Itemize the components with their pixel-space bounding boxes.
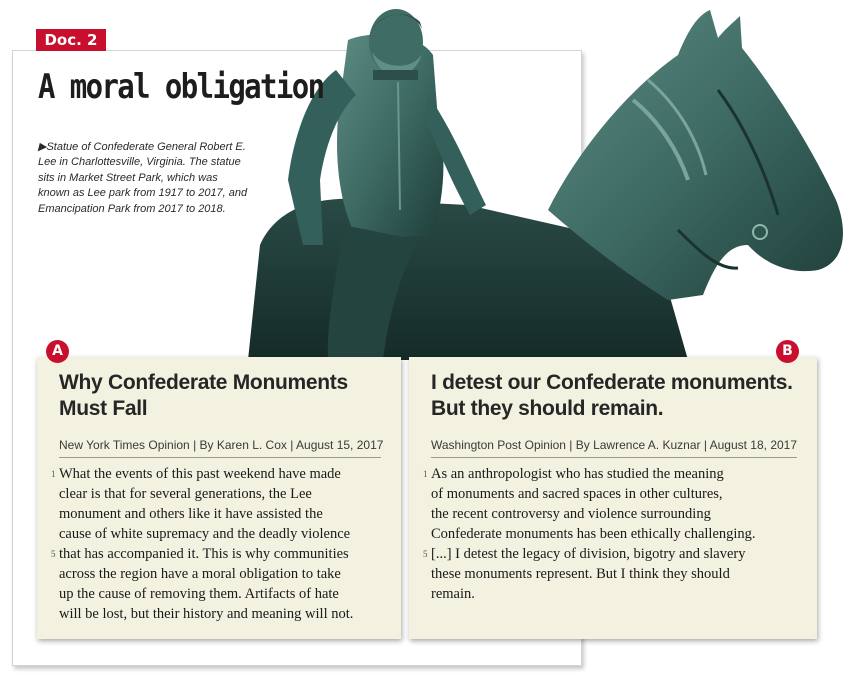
body-line: Confederate monuments has been ethically challenging. (431, 526, 756, 542)
line-number: 1 (51, 469, 56, 479)
article-source: New York Times Opinion | By Karen L. Cox | August 15, 2017 (59, 438, 384, 452)
article-headline: Why Confederate Monuments Must Fall (59, 371, 348, 420)
body-line: remain. (431, 586, 475, 602)
article-headline: I detest our Confederate monuments. But they should remain. (431, 371, 793, 420)
article-card-b (409, 357, 817, 639)
body-line: across the region have a moral obligation to take (59, 566, 341, 582)
body-line: up the cause of removing them. Artifacts of hate (59, 586, 339, 602)
body-line: cause of white supremacy and the deadly violence (59, 526, 351, 542)
article-source: Washington Post Opinion | By Lawrence A. Kuznar | August 18, 2017 (431, 438, 798, 452)
line-number: 5 (423, 549, 428, 559)
body-line: that has accompanied it. This is why communities (59, 546, 349, 562)
article-card-a (37, 357, 401, 639)
marker-b: B (776, 340, 799, 363)
page-title: A moral obligation (38, 66, 324, 107)
body-line: As an anthropologist who has studied the meaning (431, 466, 724, 482)
body-line: these monuments represent. But I think they should (431, 566, 730, 582)
statue-photo (248, 0, 849, 360)
divider (59, 457, 381, 458)
doc-badge: Doc. 2 (36, 29, 106, 51)
line-number: 1 (423, 469, 428, 479)
line-number: 5 (51, 549, 56, 559)
marker-a: A (46, 340, 69, 363)
body-line: the recent controversy and violence surrounding (431, 506, 711, 522)
photo-caption: ▶Statue of Confederate General Robert E. Lee in Charlottesville, Virginia. The statue sits in Market Street Park, which was known as Lee park from 1917 to 2017, and Emancipation Park from 2017 to 2018. (38, 141, 248, 215)
body-line: clear is that for several generations, the Lee (59, 486, 312, 502)
divider (431, 457, 797, 458)
body-line: will be lost, but their history and meaning will not. (59, 606, 354, 622)
body-line: of monuments and sacred spaces in other cultures, (431, 486, 723, 502)
body-line: What the events of this past weekend have made (59, 466, 341, 482)
body-line: [...] I detest the legacy of division, bigotry and slavery (431, 546, 746, 562)
body-line: monument and others like it have assisted the (59, 506, 323, 522)
